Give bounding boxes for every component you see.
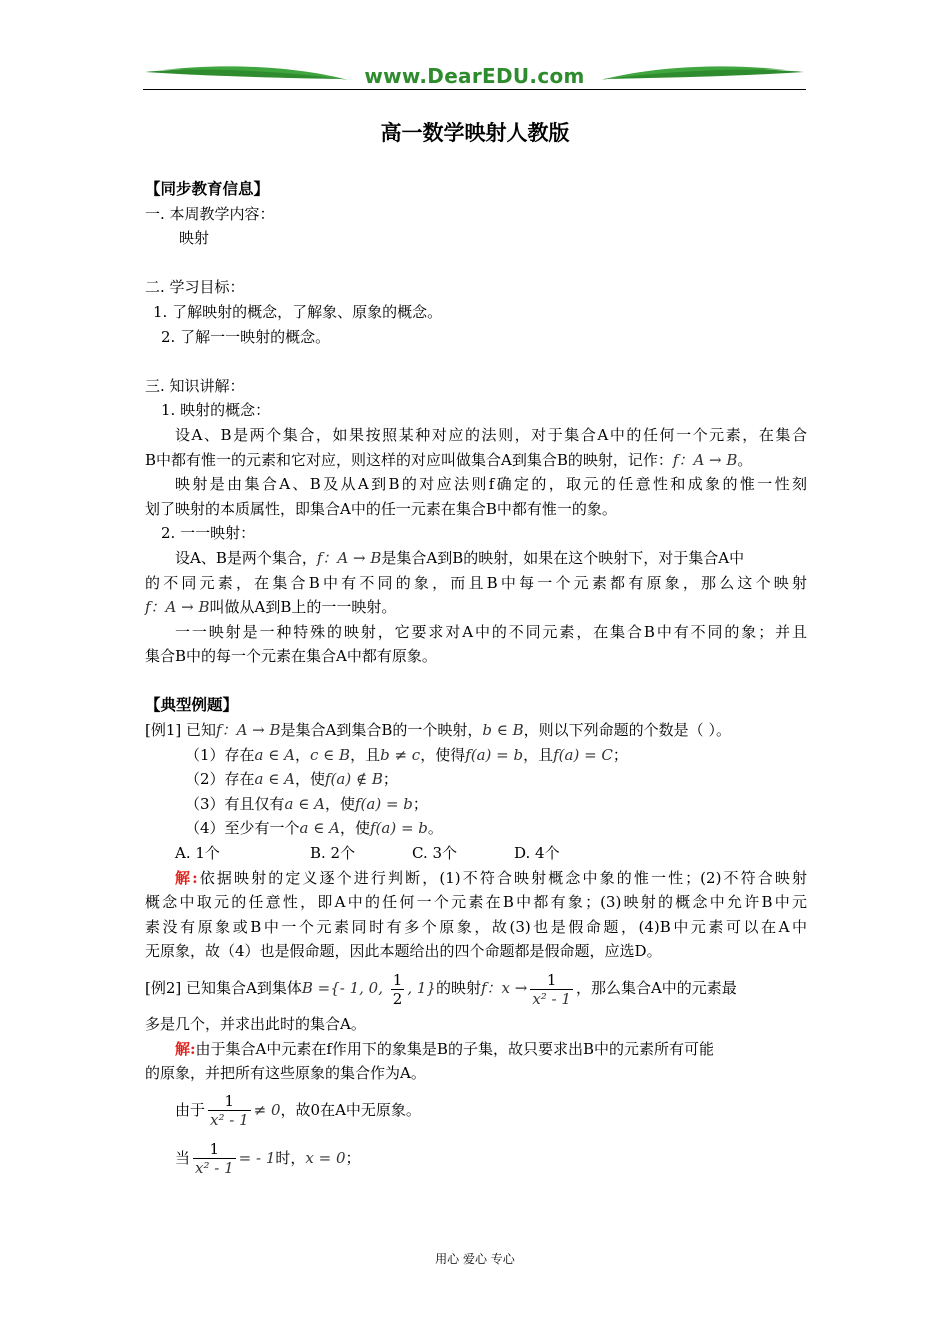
solution-step-1: 由于 $\frac{1}{\text{x² - 1}}$ ≠ 0，故0在A中无原象。	[175, 1092, 421, 1130]
text-line: 二. 学习目标：	[145, 278, 245, 297]
solution-step-2: 当 $\frac{1}{\text{x² - 1}}$ = - 1时，x = 0；	[175, 1140, 361, 1178]
math-expression: f：A → B	[316, 548, 382, 567]
text-line: 三. 知识讲解：	[145, 376, 245, 395]
text-line: 的不同元素，在集合B中有不同的象，而且B中每一个元素都有原象，那么这个映射	[145, 573, 807, 592]
text-line: 素没有原象或B中一个元素同时有多个原象，故(3)也是假命题，(4)B中元素可以在A中	[145, 917, 807, 936]
document-body	[145, 177, 807, 1182]
text-line: 2. 一一映射：	[161, 524, 256, 543]
site-banner	[143, 62, 806, 92]
text-line: 集合B中的每一个元素在集合A中都有原象。	[145, 647, 437, 666]
page-title: 高一数学映射人教版	[380, 121, 570, 145]
example-1-claim-1: （1）存在a ∈ A，c ∈ B，且b ≠ c，使得f(a) = b，且f(a) = C；	[185, 745, 628, 764]
math-expression: f：A → B	[145, 598, 210, 617]
text-line: 设A、B是两个集合，如果按照某种对应的法则，对于集合A中的任何一个元素，在集合	[175, 425, 807, 444]
text-line: 无原象，故（4）也是假命题，因此本题给出的四个命题都是假命题，应选D。	[145, 942, 662, 961]
text-line: 2. 了解一一映射的概念。	[161, 327, 331, 346]
section-heading-sync: 【同步教育信息】	[145, 180, 270, 198]
example-1-claim-3: （3）有且仅有a ∈ A，使f(a) = b；	[185, 794, 428, 813]
text-line: 概念中取元的任意性，即A中的任何一个元素在B中都有象；(3)映射的概念中允许B中元	[145, 893, 807, 912]
fraction-one-half: $\frac{1}{2}$	[392, 970, 403, 1008]
math-expression: f：A → B	[216, 721, 281, 740]
example-2-solution: 解:由于集合A中元素在f作用下的象集是B的子集，故只要求出B中的元素所有可能	[175, 1039, 714, 1058]
page-footer: 用心 爱心 专心	[435, 1252, 515, 1266]
option-d: D. 4个	[514, 844, 560, 863]
site-logo-text: www.DearEDU.com	[364, 64, 585, 88]
example-1-claim-2: （2）存在a ∈ A，使f(a) ∉ B；	[185, 770, 398, 789]
example-1-solution: 解:依据映射的定义逐个进行判断，(1)不符合映射概念中象的惟一性；(2)不符合映射	[175, 868, 807, 887]
text-line: 多是几个，并求出此时的集合A。	[145, 1015, 366, 1033]
option-b: B. 2个	[310, 844, 356, 863]
text-line: 的原象，并把所有这些原象的集合作为A。	[145, 1064, 426, 1083]
section-heading-examples: 【典型例题】	[145, 696, 239, 715]
example-1-statement: [例1] 已知f：A → B是集合A到集合B的一个映射，b ∈ B，则以下列命题的个数是（ ）。	[145, 721, 731, 740]
text-line: B中都有惟一的元素和它对应，则这样的对应叫做集合A到集合B的映射，记作：f：A → B。	[145, 450, 753, 469]
text-line: 划了映射的本质属性，即集合A中的任一元素在集合B中都有惟一的象。	[145, 499, 617, 518]
text-line: 映射是由集合A、B及从A到B的对应法则f确定的，取元的任意性和成象的惟一性刻	[175, 475, 807, 494]
text-line: 1. 映射的概念：	[161, 401, 271, 420]
text-line: 映射	[179, 229, 210, 248]
text-line: 设A、B是两个集合，f：A → B是集合A到B的映射，如果在这个映射下，对于集合A中	[175, 548, 745, 567]
fraction-mapping: $\frac{1}{\text{x² - 1}}$	[532, 970, 571, 1008]
math-expression: b ∈ B	[482, 721, 524, 740]
text-line: f：A → B叫做从A到B上的一一映射。	[145, 598, 397, 617]
solution-label: 解:	[175, 1039, 196, 1058]
solution-label: 解:	[175, 868, 198, 887]
text-line: 1. 了解映射的概念，了解象、原象的概念。	[153, 302, 443, 321]
text-line: 一. 本周教学内容：	[145, 204, 275, 223]
example-1-options	[145, 841, 807, 866]
option-a: A. 1个	[175, 844, 220, 863]
example-2-statement: [例2] 已知集合A到集体B ={- 1, 0, $\frac{1}{2}$ , 1}的映射f：x → $\frac{1}{\text{x² - 1}}$ ，那么集合A中的元素最	[145, 970, 737, 1008]
example-1-claim-4: （4）至少有一个a ∈ A，使f(a) = b。	[185, 819, 443, 838]
header-rule	[143, 89, 806, 90]
option-c: C. 3个	[412, 844, 458, 863]
text-line: 一一映射是一种特殊的映射，它要求对A中的不同元素，在集合B中有不同的象；并且	[175, 622, 807, 641]
math-expression: f：A → B	[672, 450, 738, 469]
